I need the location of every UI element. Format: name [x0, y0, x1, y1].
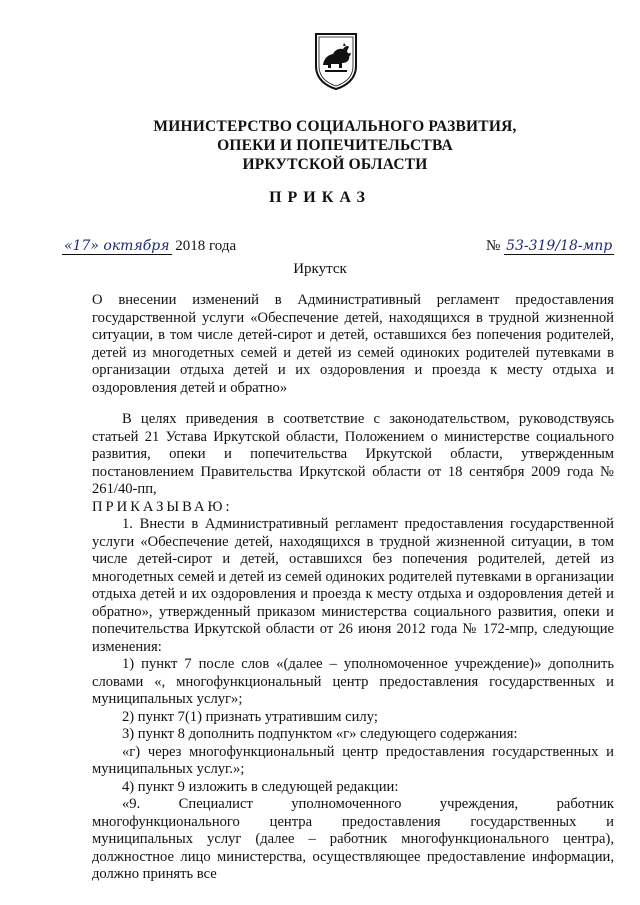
city: Иркутск — [293, 261, 347, 277]
paragraph: 3) пункт 8 дополнить подпунктом «г» следующего содержания: — [122, 726, 518, 742]
number-prefix: № — [486, 238, 501, 254]
order-body — [92, 411, 614, 884]
handwritten-number: 53-319/18-мпр — [506, 238, 613, 254]
order-subject: О внесении изменений в Административный регламент предоставления государственной услуги «Обеспечение детей, находящихся в трудной жизненной ситуации, в том числе детей-сирот и детей, оставшихся без попечения родителей, детей из многодетных семей и детей из семей одиноких родителей путевками в организации отдыха детей и их оздоровления и проезда к месту отдыха и оздоровления детей и обратно» — [92, 292, 614, 396]
coat-of-arms-icon — [314, 32, 358, 90]
order-year: 2018 года — [175, 238, 237, 254]
ministry-line: ОПЕКИ И ПОПЕЧИТЕЛЬСТВА — [217, 137, 453, 154]
ministry-line: МИНИСТЕРСТВО СОЦИАЛЬНОГО РАЗВИТИЯ, — [153, 118, 517, 135]
paragraph: 2) пункт 7(1) признать утратившим силу; — [122, 708, 378, 725]
order-number — [486, 238, 614, 255]
order-title: ПРИКАЗ — [269, 189, 371, 206]
paragraph: 1) пункт 7 после слов «(далее – уполномоченное учреждение)» дополнить словами «, многофункциональный центр предоставления государственных и муниципальных услуг»; — [92, 656, 614, 707]
paragraph: «9. Специалист уполномоченного учреждения, работник многофункционального центра предоставления государственных и муниципальных услуг (далее – работник многофункционального центра), должностное лицо министерства, осуществляющее предоставление информации, должно принять все — [92, 796, 614, 882]
paragraph: В целях приведения в соответствие с законодательством, руководствуясь статьей 21 Устава Иркутской области, Положением о министерстве социального развития, опеки и попечительства Иркутской области, утвержденным постановлением Правительства Иркутской области от 18 сентября 2009 года № 261/40-пп, — [92, 411, 614, 497]
paragraph: 1. Внести в Административный регламент предоставления государственной услуги «Обеспечение детей, находящихся в трудной жизненной ситуации, в том числе детей-сирот и детей, оставшихся без попечения родителей, детей из многодетных семей и детей из семей одиноких родителей путевками в организации отдыха детей и их оздоровления и проезда к месту отдыха и оздоровления детей и обратно», утвержденный приказом министерства социального развития, опеки и попечительства Иркутской области от 26 июня 2012 года № 172-мпр, следующие изменения: — [92, 516, 614, 655]
order-directive: ПРИКАЗЫВАЮ: — [92, 498, 233, 515]
order-date — [62, 238, 236, 255]
paragraph: «г) через многофункциональный центр предоставления государственных и муниципальных услуг.»; — [92, 743, 614, 777]
paragraph: 4) пункт 9 изложить в следующей редакции: — [122, 778, 399, 795]
handwritten-date: «17» октября — [64, 238, 170, 254]
ministry-name — [150, 117, 520, 174]
ministry-line: ИРКУТСКОЙ ОБЛАСТИ — [242, 156, 428, 173]
